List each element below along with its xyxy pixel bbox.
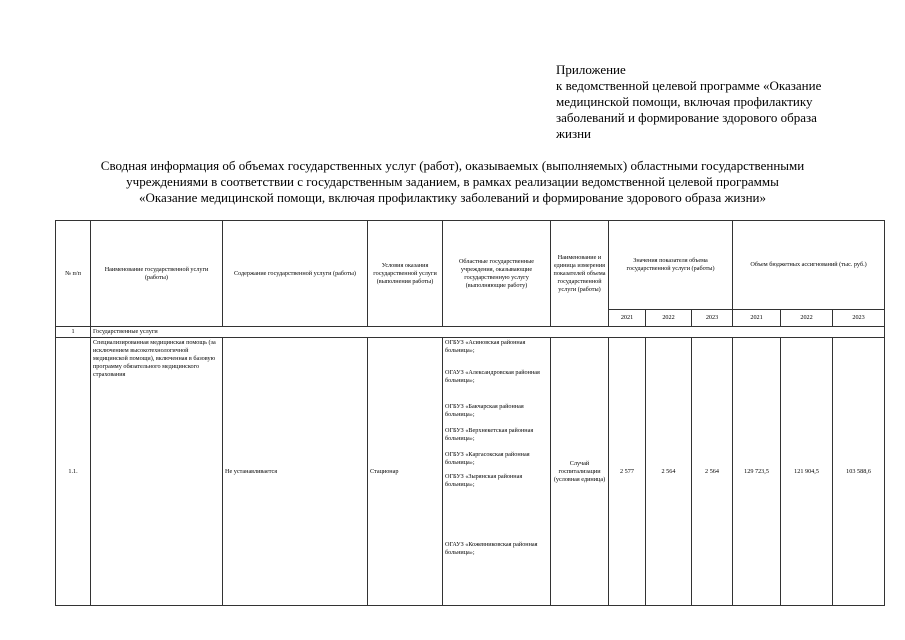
institution-item: ОГБУЗ «Зырянская районная больница»;	[445, 473, 523, 488]
year-cell: 2023	[692, 310, 733, 327]
header-institutions: Областные государственные учреждения, оказывающие государственную услугу (выполняющие работу)	[443, 221, 551, 327]
institution-item: ОГБУЗ «Верхнекетская районная больница»;	[445, 427, 534, 442]
header-budget: Объем бюджетных ассигнований (тыс. руб.)	[733, 221, 885, 310]
header-conditions: Условия оказания государственной услуги (выполнения работы)	[368, 221, 443, 327]
volume-value: 2 564	[646, 338, 692, 606]
title-line: «Оказание медицинской помощи, включая профилактику заболеваний и формирование здорового образа жизни»	[139, 190, 766, 205]
header-num: № п/п	[56, 221, 91, 327]
appendix-block	[556, 62, 856, 142]
section-label: Государственные услуги	[91, 327, 885, 338]
section-row	[56, 327, 885, 338]
title-line: учреждениями в соответствии с государственным заданием, в рамках реализации ведомственной целевой программы	[126, 174, 779, 189]
institution-item: ОГАУЗ «Кожевниковская районная больница»;	[445, 541, 538, 556]
title-line: Сводная информация об объемах государственных услуг (работ), оказываемых (выполняемых) областными государственными	[100, 158, 805, 173]
row-indicator: Случай госпитализации (условная единица)	[551, 338, 609, 606]
row-num: 1.1.	[56, 338, 91, 606]
year-cell: 2022	[781, 310, 833, 327]
header-row	[56, 221, 885, 310]
year-cell: 2021	[609, 310, 646, 327]
institution-item: ОГАУЗ «Александровская районная больница»;	[445, 369, 540, 384]
row-service-name: Специализированная медицинская помощь (за исключением высокотехнологичной медицинской помощи), включенная в базовую программу обязательного медицинского страхования	[91, 338, 223, 606]
institution-item: ОГБУЗ «Асиновская районная больница»;	[445, 339, 526, 354]
appendix-line: медицинской помощи, включая профилактику	[556, 94, 813, 109]
row-conditions: Стационар	[368, 338, 443, 606]
table-row	[56, 338, 885, 606]
document-title	[30, 158, 875, 206]
budget-value: 121 904,5	[781, 338, 833, 606]
appendix-line: к ведомственной целевой программе «Оказание	[556, 78, 822, 93]
volume-value: 2 577	[609, 338, 646, 606]
appendix-line: жизни	[556, 126, 591, 141]
appendix-line: Приложение	[556, 62, 626, 77]
section-num: 1	[56, 327, 91, 338]
year-cell: 2022	[646, 310, 692, 327]
services-table	[55, 220, 885, 606]
year-cell: 2021	[733, 310, 781, 327]
year-cell: 2023	[833, 310, 885, 327]
institution-item: ОГБУЗ «Каргасокская районная больница»;	[445, 451, 530, 466]
institution-list	[445, 339, 548, 601]
header-indicator: Наименование и единица измерения показателей объема государственной услуги (работы)	[551, 221, 609, 327]
budget-value: 103 588,6	[833, 338, 885, 606]
budget-value: 129 723,5	[733, 338, 781, 606]
row-content: Не устанавливается	[223, 338, 368, 606]
header-volume: Значения показателя объема государственной услуги (работы)	[609, 221, 733, 310]
volume-value: 2 564	[692, 338, 733, 606]
institution-item: ОГБУЗ «Бакчарская районная больница»;	[445, 403, 524, 418]
header-content: Содержание государственной услуги (работы)	[223, 221, 368, 327]
row-institutions	[443, 338, 551, 606]
header-name: Наименование государственной услуги (работы)	[91, 221, 223, 327]
appendix-line: заболеваний и формирование здорового образа	[556, 110, 817, 125]
